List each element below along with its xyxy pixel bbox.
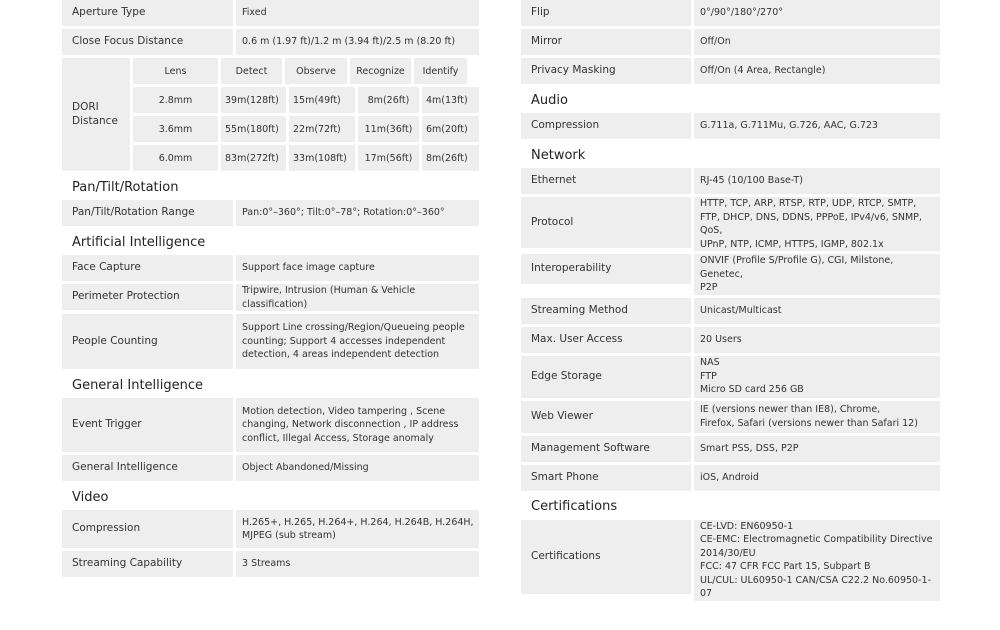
spec-value-line: conflict, Illegal Access, Storage anomaly (242, 432, 434, 444)
spec-label: People Counting (62, 314, 233, 369)
spec-value-line: UPnP, NTP, ICMP, HTTPS, IGMP, 802.1x (700, 238, 884, 250)
dori-cell: 6m(20ft) (422, 116, 479, 142)
spec-value (694, 520, 940, 601)
spec-value: Fixed (236, 0, 479, 26)
spec-value: iOS, Android (694, 465, 940, 491)
spec-value-line: CE-LVD: EN60950-1 (700, 520, 794, 532)
dori-header-cell: Observe (285, 58, 347, 84)
spec-row-edge-storage (521, 356, 940, 398)
spec-label: Close Focus Distance (62, 29, 233, 55)
spec-value: 20 Users (694, 327, 940, 353)
spec-value-line: detection, 4 areas independent detection (242, 349, 440, 361)
section-heading-network: Network (531, 147, 586, 163)
spec-value-line: P2P (700, 282, 718, 293)
spec-row-protocol (521, 197, 940, 251)
spec-row-ptr-range (62, 200, 479, 226)
spec-label: Web Viewer (521, 401, 691, 433)
spec-row-interoperability (521, 254, 940, 295)
section-heading-audio: Audio (531, 92, 568, 108)
spec-value-line: Micro SD card 256 GB (700, 384, 804, 396)
section-heading-certifications: Certifications (531, 499, 618, 514)
spec-value: Smart PSS, DSS, P2P (694, 436, 940, 462)
spec-value: Unicast/Multicast (694, 298, 940, 324)
dori-cell: 2.8mm (133, 87, 218, 113)
dori-cell: 83m(272ft) (221, 145, 286, 171)
spec-value-line: UL/CUL: UL60950-1 CAN/CSA C22.2 No.60950-1-07 (700, 574, 932, 599)
spec-value: 3 Streams (236, 551, 479, 577)
dori-cell: 39m(128ft) (221, 87, 286, 113)
dori-cell: 15m(49ft) (289, 87, 355, 113)
spec-value-line: IE (versions newer than IE8), Chrome, (700, 404, 881, 415)
spec-value-line: 2014/30/EU (700, 547, 756, 559)
spec-value-line: FCC: 47 CFR FCC Part 15, Subpart B (700, 561, 871, 572)
spec-column-right (521, 0, 940, 604)
spec-row-management-software (521, 436, 940, 462)
spec-label: Perimeter Protection (62, 284, 233, 310)
dori-cell: 8m(26ft) (422, 145, 479, 171)
spec-value (236, 510, 479, 548)
spec-label: DORI Distance (62, 58, 130, 171)
spec-value: Support face image capture (236, 255, 479, 281)
spec-row-certifications (521, 520, 940, 601)
dori-cell: 17m(56ft) (358, 145, 419, 171)
dori-cell: 6.0mm (133, 145, 218, 171)
dori-cell: 22m(72ft) (289, 116, 355, 142)
dori-header-cell: Detect (221, 58, 282, 84)
spec-label: Smart Phone (521, 465, 691, 491)
spec-label: Face Capture (62, 255, 233, 281)
spec-label: Event Trigger (62, 398, 233, 452)
spec-value-line: NAS (700, 357, 720, 369)
spec-row-compression (62, 510, 479, 548)
spec-value-line: counting; Support 4 accesses independent (242, 335, 446, 347)
spec-label: Pan/Tilt/Rotation Range (62, 200, 233, 226)
spec-value-line: FTP (700, 370, 717, 382)
dori-cell: 55m(180ft) (221, 116, 286, 142)
spec-value (694, 356, 940, 398)
dori-cell: 3.6mm (133, 116, 218, 142)
dori-header-row (133, 58, 479, 84)
spec-value: Object Abandoned/Missing (236, 455, 479, 481)
section-heading-video: Video (72, 489, 109, 505)
spec-value (694, 197, 940, 251)
spec-label: Streaming Capability (62, 551, 233, 577)
spec-row-mirror (521, 29, 940, 55)
spec-value: 0.6 m (1.97 ft)/1.2 m (3.94 ft)/2.5 m (8.20 ft) (236, 29, 479, 55)
spec-value-line: changing, Network disconnection , IP address (242, 419, 459, 431)
spec-value (694, 401, 940, 433)
spec-row-web-viewer (521, 401, 940, 433)
dori-row (133, 87, 479, 113)
spec-label: Max. User Access (521, 327, 691, 353)
spec-row-face-capture (62, 255, 479, 281)
spec-value: 0°/90°/180°/270° (694, 0, 940, 26)
dori-cell: 4m(13ft) (422, 87, 479, 113)
spec-label: Aperture Type (62, 0, 233, 26)
spec-row-smart-phone (521, 465, 940, 491)
section-heading-general-intelligence: General Intelligence (72, 377, 204, 393)
spec-row-people-counting (62, 314, 479, 369)
section-heading-pan-tilt-rotation: Pan/Tilt/Rotation (72, 179, 179, 195)
spec-value-line: FTP, DHCP, DNS, DDNS, PPPoE, IPv4/v6, SNMP, QoS, (700, 211, 922, 236)
section-heading-ai: Artificial Intelligence (72, 234, 206, 250)
spec-value: Off/On (4 Area, Rectangle) (694, 58, 940, 84)
dori-row (133, 145, 479, 171)
spec-value (236, 314, 479, 369)
dori-header-cell: Lens (133, 58, 218, 84)
spec-value (236, 398, 479, 452)
dori-table (133, 58, 479, 171)
spec-row-ethernet (521, 168, 940, 194)
spec-value: Off/On (694, 29, 940, 55)
spec-row-event-trigger (62, 398, 479, 452)
spec-label: Management Software (521, 436, 691, 462)
spec-label: Ethernet (521, 168, 691, 194)
spec-row-close-focus (62, 29, 479, 55)
dori-cell: 8m(26ft) (358, 87, 419, 113)
spec-value (694, 254, 940, 295)
spec-label: Mirror (521, 29, 691, 55)
spec-value-line: Firefox, Safari (versions newer than Safari 12) (700, 417, 918, 429)
spec-value-line: Support Line crossing/Region/Queueing people (242, 322, 465, 334)
spec-label: Edge Storage (521, 356, 691, 398)
spec-row-dori (62, 58, 479, 171)
dori-cell: 33m(108ft) (289, 145, 355, 171)
spec-value: G.711a, G.711Mu, G.726, AAC, G.723 (694, 113, 940, 139)
spec-row-audio-compression (521, 113, 940, 139)
spec-label: Streaming Method (521, 298, 691, 324)
dori-row (133, 116, 479, 142)
spec-label: Compression (521, 113, 691, 139)
spec-row-aperture-type (62, 0, 479, 26)
spec-label: Flip (521, 0, 691, 26)
spec-row-flip (521, 0, 940, 26)
spec-label: Interoperability (521, 254, 691, 284)
spec-label: Compression (62, 510, 233, 548)
spec-value: RJ-45 (10/100 Base-T) (694, 168, 940, 194)
spec-label: General Intelligence (62, 455, 233, 481)
spec-row-general-intelligence (62, 455, 479, 481)
spec-label: Certifications (521, 520, 691, 594)
spec-value-line: HTTP, TCP, ARP, RTSP, RTP, UDP, RTCP, SMTP, (700, 198, 917, 209)
spec-column-left (62, 0, 479, 580)
dori-cell: 11m(36ft) (358, 116, 419, 142)
spec-value-line: MJPEG (sub stream) (242, 530, 336, 541)
spec-row-perimeter (62, 284, 479, 311)
spec-value-line: CE-EMC: Electromagnetic Compatibility Directive (700, 534, 933, 545)
spec-value: Pan:0°–360°; Tilt:0°–78°; Rotation:0°–360° (236, 200, 479, 226)
spec-row-max-user (521, 327, 940, 353)
spec-value: Tripwire, Intrusion (Human & Vehicle classification) (236, 284, 479, 311)
dori-header-cell: Recognize (350, 58, 411, 84)
spec-row-privacy (521, 58, 940, 84)
spec-label: Protocol (521, 197, 691, 248)
spec-value-line: ONVIF (Profile S/Profile G), CGI, Milstone, Genetec, (700, 255, 894, 280)
spec-value-line: Motion detection, Video tampering , Scene (242, 405, 446, 417)
spec-value-line: H.265+, H.265, H.264+, H.264, H.264B, H.264H, (242, 516, 474, 528)
spec-row-streaming-capability (62, 551, 479, 577)
spec-row-streaming-method (521, 298, 940, 324)
dori-header-cell: Identify (414, 58, 467, 84)
spec-label: Privacy Masking (521, 58, 691, 84)
